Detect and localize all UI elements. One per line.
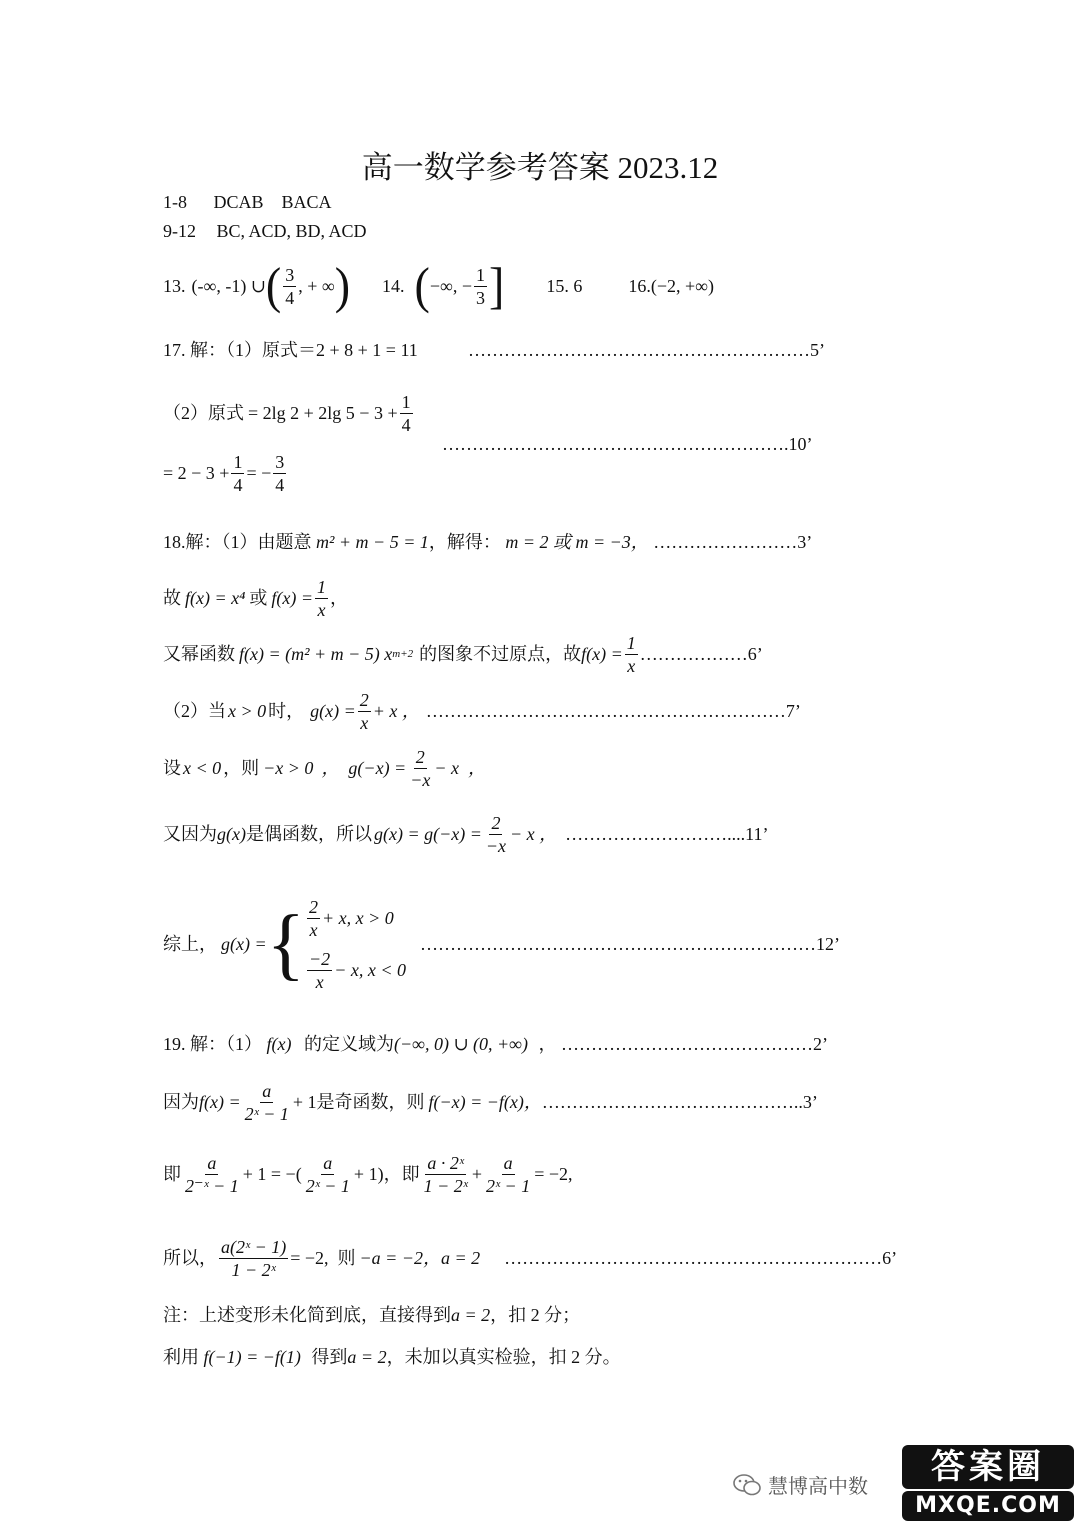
- q18-line-6: [163, 806, 769, 862]
- logo-bottom: MXQE.COM: [902, 1491, 1074, 1521]
- q19-line-3: [163, 1146, 573, 1202]
- text: ，: [538, 1034, 557, 1054]
- math: −a = −2，a = 2: [359, 1248, 481, 1268]
- row-value: BC, ACD, BD, ACD: [216, 221, 367, 241]
- score-dots: ……………………………………………………7’: [425, 701, 801, 721]
- bracket-close: ]: [489, 257, 505, 314]
- fraction: $\frac{3}{4}$: [285, 264, 295, 308]
- text: （2）当: [163, 701, 226, 721]
- answers-row-1-8: [163, 190, 332, 214]
- q19-line-4: [163, 1230, 897, 1286]
- q14-answer: −∞, −: [429, 276, 472, 296]
- row-label: 9-12: [163, 221, 196, 241]
- math: x > 0: [228, 701, 267, 721]
- fraction: $\frac{3}{4}$: [275, 451, 285, 495]
- text: 所以，: [163, 1248, 217, 1268]
- q16-answer: (−2, +∞): [650, 276, 714, 296]
- text: + 1)，即: [353, 1164, 420, 1184]
- score-dots: ………………………....11’: [565, 824, 769, 844]
- math: − x ，: [434, 758, 486, 778]
- score-dots: …………………………………………………………12’: [419, 934, 840, 954]
- score-dots: ……………………………………..3’: [541, 1092, 818, 1112]
- fraction: $\frac{2}{-x}$: [410, 746, 431, 790]
- text: 18.解：（1）由题意: [163, 532, 312, 552]
- fraction: $\frac{\text{a · 2ˣ}}{\text{1 − 2ˣ}}$: [423, 1152, 468, 1196]
- math: + x, x > 0: [322, 908, 394, 928]
- math: = 2 − 3 +: [163, 463, 230, 483]
- text: 得到: [311, 1347, 348, 1367]
- piecewise-cases: [305, 892, 406, 996]
- answers-row-13-16: [163, 258, 714, 314]
- paren-open: (: [414, 257, 430, 314]
- q17-line-1: [163, 338, 418, 362]
- q19-note-1: [163, 1303, 580, 1327]
- text: 又因为: [163, 824, 217, 844]
- q19-line-2: [163, 1074, 818, 1130]
- fraction: $\frac{a}{\text{2⁻ˣ − 1}}$: [185, 1152, 239, 1196]
- fraction: $\frac{1}{x}$: [626, 632, 636, 676]
- math: = −: [246, 463, 272, 483]
- text: ，解得：: [428, 532, 501, 552]
- wechat-icon: [732, 1472, 762, 1498]
- case-2: [305, 944, 406, 996]
- fraction: $\frac{a}{\text{2ˣ − 1}}$: [244, 1080, 289, 1124]
- site-logo: [898, 1445, 1078, 1523]
- math: +: [471, 1164, 482, 1184]
- math: = −2,: [534, 1164, 573, 1184]
- math: 2 + 8 + 1 = 11: [316, 340, 418, 360]
- text: 又幂函数: [163, 644, 235, 664]
- text: 或: [249, 588, 268, 608]
- math: f(x) = x⁴: [185, 588, 246, 608]
- text: 19. 解：（1）: [163, 1034, 262, 1054]
- math: + 1: [292, 1092, 317, 1112]
- text: （2）原式: [163, 403, 244, 423]
- score-dots: ………………………………………………………6’: [504, 1248, 898, 1268]
- math: g(x) =: [221, 934, 267, 954]
- q18-line-4: [163, 685, 801, 737]
- q18-line-7: [163, 888, 840, 1000]
- q18-line-3: [163, 628, 763, 680]
- text: 利用: [163, 1347, 199, 1367]
- math: f(x) =: [271, 588, 313, 608]
- math: = −2, 则: [290, 1248, 356, 1268]
- math: + 1 = −(: [242, 1164, 302, 1184]
- math: m = 2 或 m = −3，: [505, 532, 649, 552]
- q15-answer: 15. 6: [546, 276, 583, 296]
- text: 的图象不过原点，故: [419, 644, 582, 664]
- math: − x, x < 0: [334, 960, 406, 980]
- page-title: 高一数学参考答案 2023.12: [361, 150, 719, 185]
- math: a = 2: [451, 1305, 491, 1325]
- score-dots: ……………………3’: [653, 532, 813, 552]
- text: 故: [163, 588, 181, 608]
- q18-line-2: [163, 572, 348, 624]
- score-dots: ………………6’: [639, 644, 763, 664]
- score-dots: ……………………………………2’: [561, 1034, 828, 1054]
- text: 时，: [268, 701, 305, 721]
- math: m² + m − 5 = 1: [316, 532, 429, 552]
- text: 注：上述变形未化简到底，直接得到: [163, 1305, 451, 1325]
- fraction: $\frac{a}{\text{2ˣ − 1}}$: [485, 1152, 531, 1196]
- score-dots: ………………………………………………….10’: [442, 434, 813, 454]
- math: x < 0: [183, 758, 222, 778]
- watermark-text: 慧博高中数: [768, 1474, 868, 1498]
- math: g(x) = g(−x) =: [373, 824, 482, 844]
- fraction: $\frac{2}{-x}$: [485, 812, 507, 856]
- math: = 2lg 2 + 2lg 5 − 3 +: [248, 403, 398, 423]
- watermark-account: [732, 1470, 868, 1499]
- text: ，: [330, 588, 348, 608]
- text: ，扣 2 分；: [490, 1305, 581, 1325]
- fraction: $\frac{1}{4}$: [233, 451, 243, 495]
- math: f(x) =: [199, 1092, 241, 1112]
- paren-close: ): [334, 257, 351, 314]
- logo-top: 答案圈: [902, 1445, 1074, 1489]
- fraction: $\frac{a}{\text{2ˣ − 1}}$: [305, 1152, 350, 1196]
- text: 17. 解：（1）原式＝: [163, 340, 316, 360]
- q17-line-2: [163, 385, 415, 441]
- math: f(−1) = −f(1): [203, 1347, 301, 1367]
- q19-note-2: [163, 1345, 621, 1369]
- paren-open: (: [265, 257, 282, 314]
- math: (−∞, 0) ∪ (0, +∞): [393, 1034, 528, 1054]
- fraction: $\frac{1}{3}$: [476, 264, 485, 308]
- math: f(−x) = −f(x)，: [428, 1092, 542, 1112]
- q19-line-1: [163, 1032, 828, 1056]
- q16-label: 16.: [628, 276, 651, 296]
- q18-line-5: [163, 740, 486, 796]
- q13-answer-left: (-∞, -1) ∪: [191, 276, 266, 296]
- text: 是偶函数，所以: [245, 824, 372, 844]
- left-brace: {: [266, 900, 306, 988]
- text: 设: [163, 758, 181, 778]
- row-label: 1-8: [163, 192, 187, 212]
- text: ，则: [223, 758, 260, 778]
- q13-label: 13.: [163, 276, 186, 296]
- q14-label: 14.: [382, 276, 405, 296]
- q13-answer-right: , + ∞: [298, 276, 335, 296]
- q17-line-3: [163, 445, 288, 501]
- fraction: $\frac{1}{x}$: [317, 576, 326, 620]
- text: 的定义域为: [303, 1034, 394, 1054]
- math: −x > 0: [263, 758, 314, 778]
- row-value: DCAB BACA: [213, 192, 332, 212]
- fraction: $\frac{1}{4}$: [401, 391, 411, 435]
- math: g(x): [217, 824, 246, 844]
- math: ， g(−x) =: [321, 758, 407, 778]
- score-dots: …………………………………………………5’: [468, 340, 825, 360]
- fraction: $\frac{2}{x}$: [359, 689, 369, 733]
- math: f(x) = (m² + m − 5) x: [239, 644, 393, 664]
- text: 因为: [163, 1092, 199, 1112]
- answers-row-9-12: [163, 219, 367, 243]
- fraction: $\frac{-2}{x}$: [309, 948, 331, 992]
- math: a = 2: [347, 1347, 387, 1367]
- text: 是奇函数，则: [316, 1092, 425, 1112]
- exponent: m+2: [392, 648, 414, 660]
- q18-line-1: [163, 530, 812, 554]
- text: 综上，: [163, 934, 217, 954]
- fraction: $\frac{2}{x}$: [309, 896, 319, 940]
- math: g(x) =: [310, 701, 356, 721]
- math: f(x): [266, 1034, 292, 1054]
- case-1: [305, 892, 406, 944]
- math: − x ，: [510, 824, 558, 844]
- text: 即: [163, 1164, 181, 1184]
- math: + x ，: [372, 701, 420, 721]
- math: f(x) =: [581, 644, 623, 664]
- text: ，未加以真实检验，扣 2 分。: [386, 1347, 621, 1367]
- fraction: $\frac{\text{a(2ˣ − 1)}}{\text{1 − 2ˣ}}$: [221, 1236, 287, 1280]
